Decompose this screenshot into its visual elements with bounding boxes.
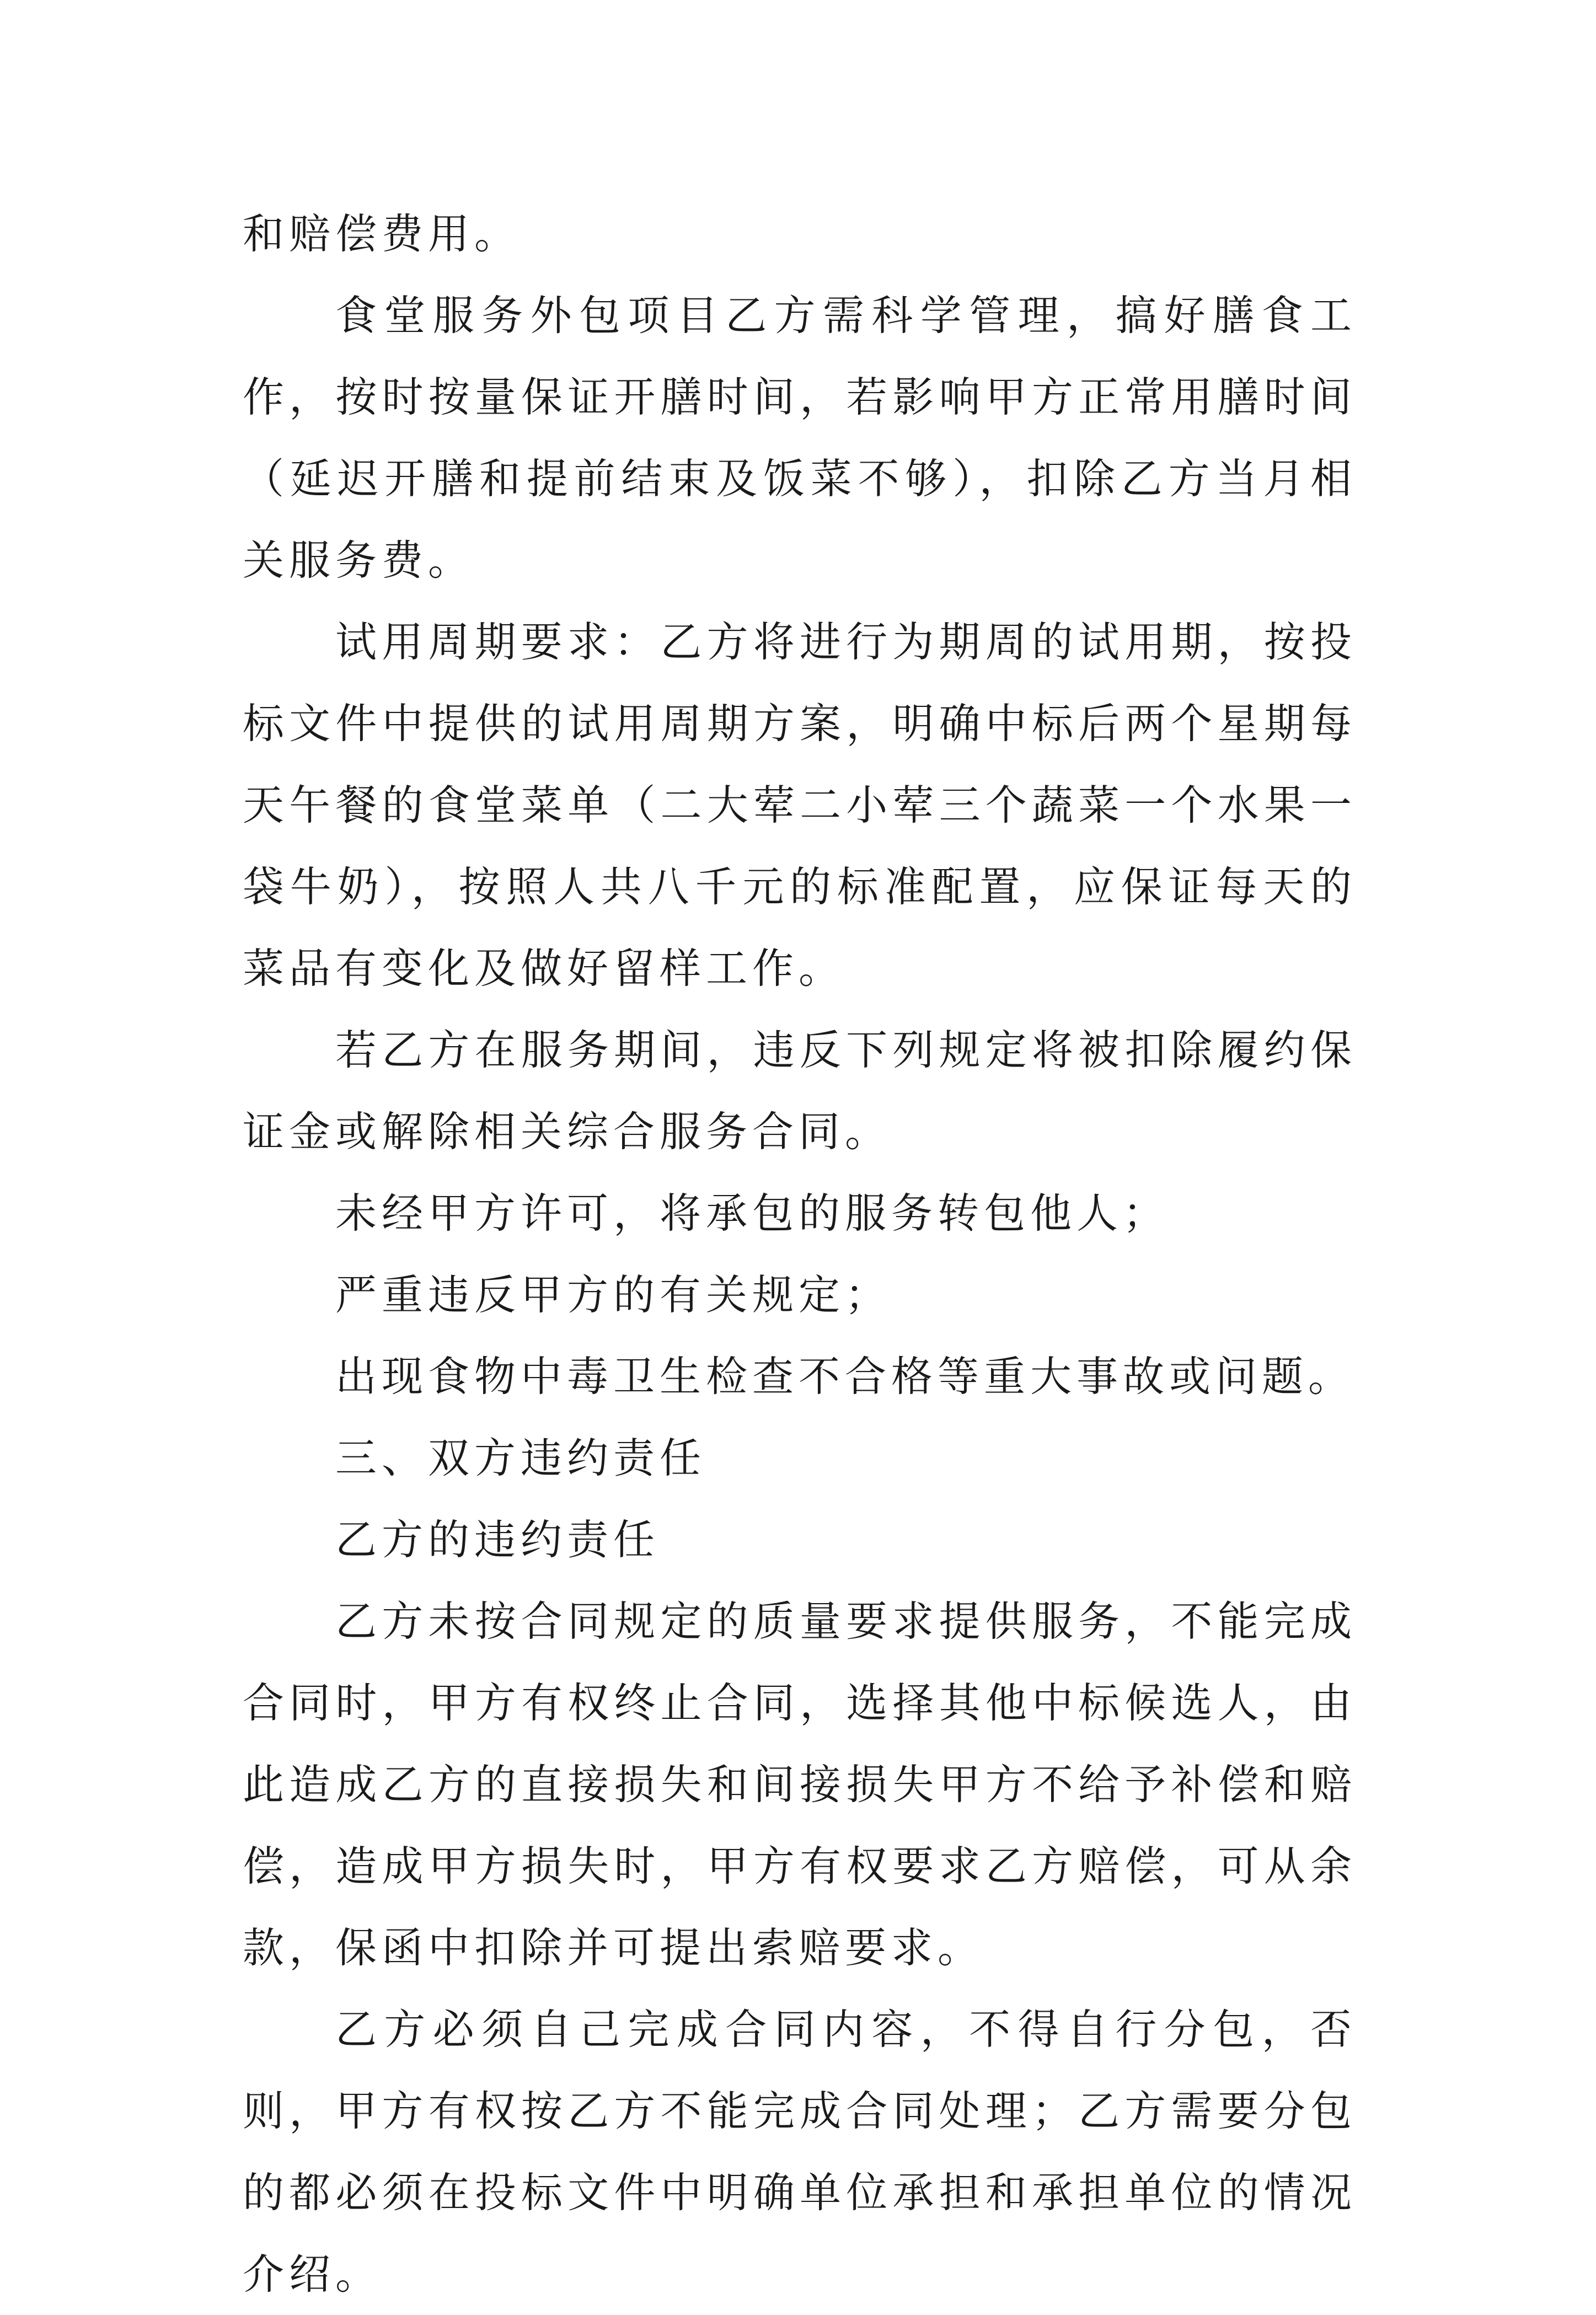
paragraph-1: 和赔偿费用。 <box>243 210 521 258</box>
document-body <box>243 193 1357 2315</box>
paragraph-4: 若乙方在服务期间，违反下列规定将被扣除履约保证金或解除相关综合服务合同。 <box>243 1026 1357 1156</box>
paragraph-3: 试用周期要求：乙方将进行为期周的试用期，按投标文件中提供的试用周期方案，明确中标后两个星期每天午餐的食堂菜单（二大荤二小荤三个蔬菜一个水果一袋牛奶），按照人共八千元的标准配置，应保证每天的菜品有变化及做好留样工作。 <box>243 618 1357 993</box>
subsection-heading: 乙方的违约责任 <box>335 1515 660 1564</box>
paragraph-11: 乙方必须自己完成合同内容，不得自行分包，否则，甲方有权按乙方不能完成合同处理；乙方需要分包的都必须在投标文件中明确单位承担和承担单位的情况介绍。 <box>243 2005 1357 2298</box>
section-heading: 三、双方违约责任 <box>335 1434 706 1482</box>
paragraph-2: 食堂服务外包项目乙方需科学管理，搞好膳食工作，按时按量保证开膳时间，若影响甲方正常用膳时间（延迟开膳和提前结束及饭菜不够），扣除乙方当月相关服务费。 <box>243 291 1357 585</box>
paragraph-10: 乙方未按合同规定的质量要求提供服务，不能完成合同时，甲方有权终止合同，选择其他中标候选人，由此造成乙方的直接损失和间接损失甲方不给予补偿和赔偿，造成甲方损失时，甲方有权要求乙方赔偿，可从余款，保函中扣除并可提出索赔要求。 <box>243 1597 1357 1972</box>
paragraph-5: 未经甲方许可，将承包的服务转包他人； <box>335 1189 1170 1237</box>
paragraph-6: 严重违反甲方的有关规定； <box>335 1271 892 1319</box>
paragraph-7: 出现食物中毒卫生检查不合格等重大事故或问题。 <box>335 1352 1355 1401</box>
